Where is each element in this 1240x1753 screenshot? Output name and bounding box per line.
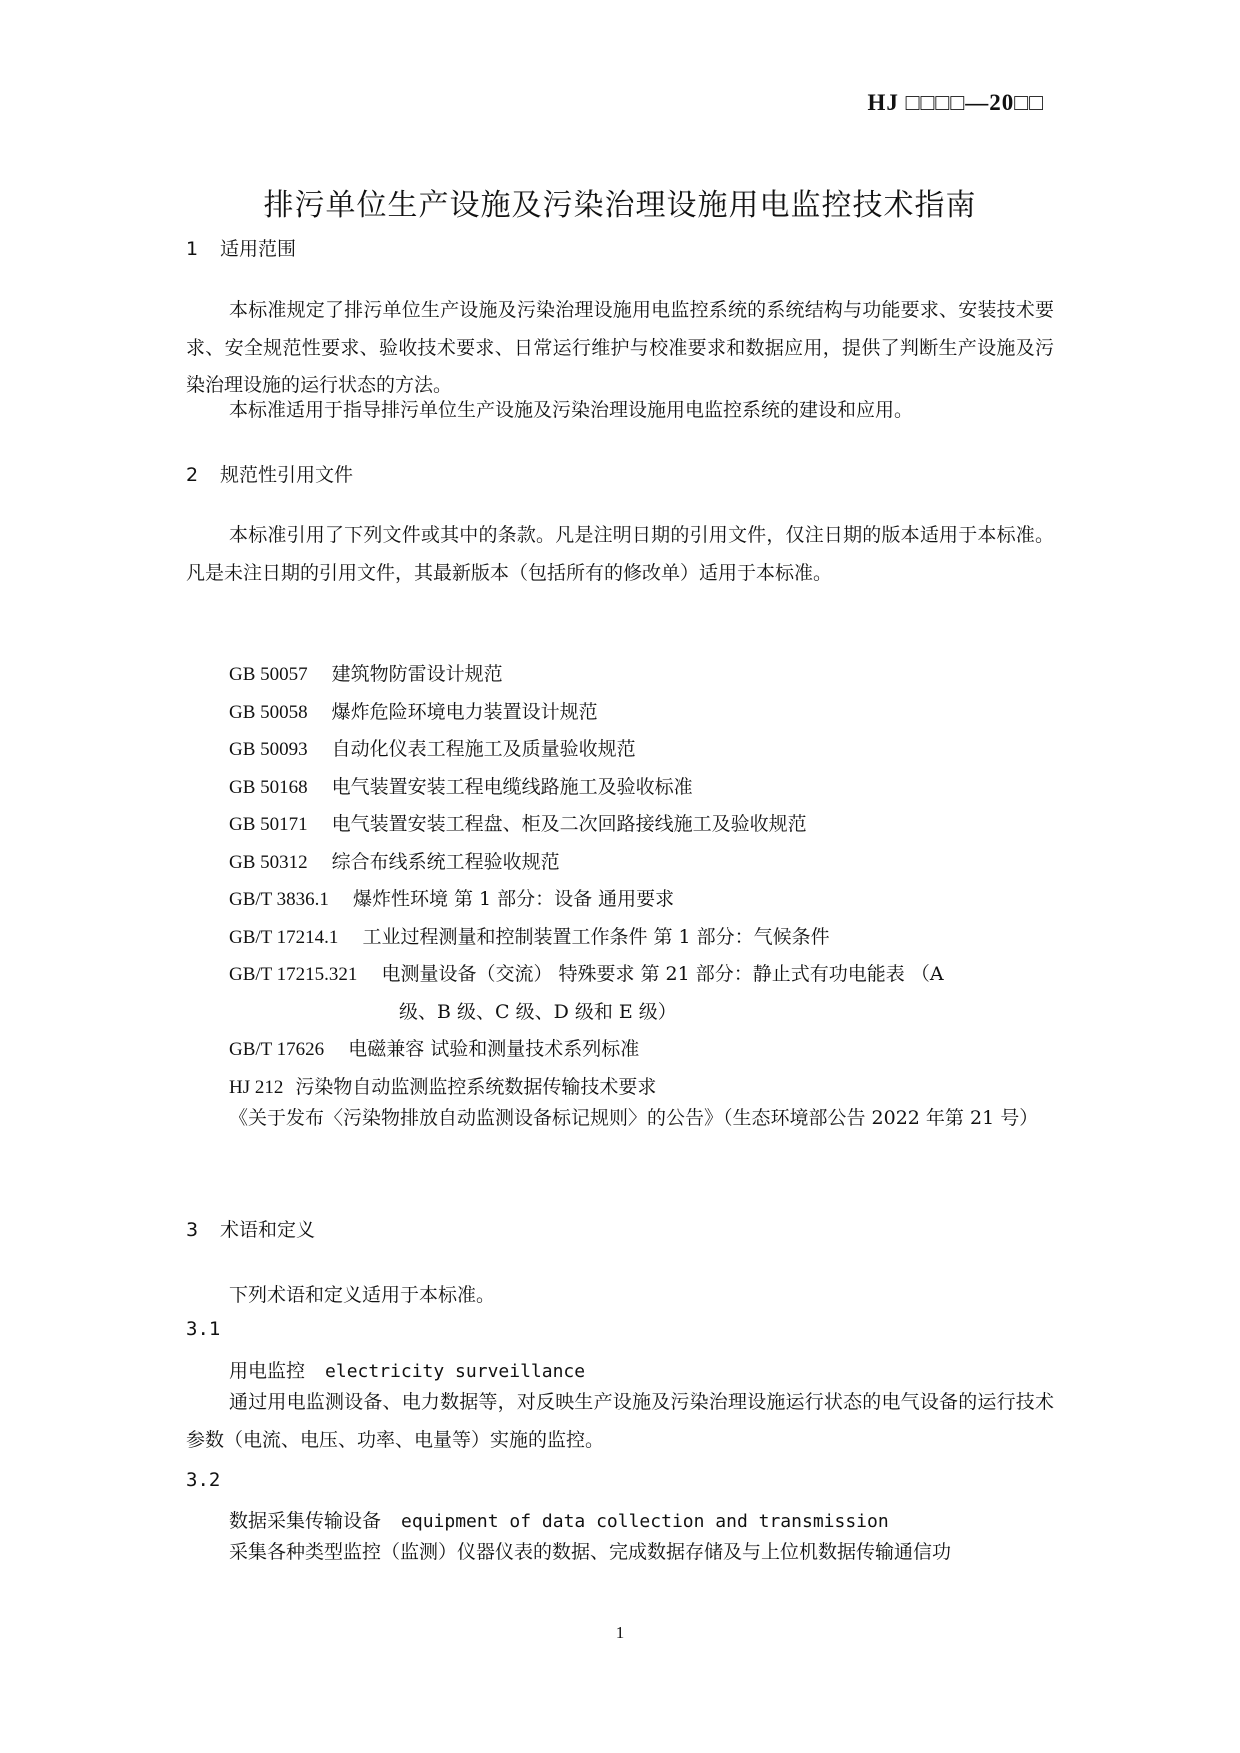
- term-english-name: equipment of data collection and transmission: [401, 1511, 889, 1532]
- reference-title: 自动化仪表工程施工及质量验收规范: [331, 738, 636, 760]
- reference-code: GB/T 3836.1: [229, 889, 329, 910]
- term-chinese-name: 数据采集传输设备: [229, 1510, 382, 1532]
- section-2-intro: 本标准引用了下列文件或其中的条款。凡是注明日期的引用文件，仅注日期的版本适用于本标准。凡是未注日期的引用文件，其最新版本（包括所有的修改单）适用于本标准。: [186, 524, 1054, 584]
- reference-title: 爆炸性环境 第 1 部分：设备 通用要求: [352, 888, 675, 910]
- term-english-name: electricity surveillance: [325, 1361, 586, 1382]
- reference-code: GB 50168: [229, 777, 308, 798]
- section-number: 3: [186, 1219, 199, 1241]
- reference-title: 污染物自动监测监控系统数据传输技术要求: [295, 1076, 657, 1098]
- term-heading: [229, 1356, 585, 1383]
- term-definition: 采集各种类型监控（监测）仪器仪表的数据、完成数据存储及与上位机数据传输通信功: [229, 1541, 952, 1563]
- reference-item: [229, 1072, 656, 1099]
- term-heading: [229, 1506, 889, 1533]
- reference-item: [229, 884, 674, 911]
- reference-title: 电测量设备（交流） 特殊要求 第 21 部分：静止式有功电能表 （A: [381, 963, 944, 985]
- reference-item: [229, 1034, 639, 1061]
- section-number: 2: [186, 464, 199, 486]
- reference-title: 综合布线系统工程验收规范: [331, 851, 560, 873]
- section-title: 术语和定义: [220, 1219, 316, 1241]
- section-1-paragraph-1: 本标准规定了排污单位生产设施及污染治理设施用电监控系统的系统结构与功能要求、安装技术要求、安全规范性要求、验收技术要求、日常运行维护与校准要求和数据应用，提供了判断生产设施及污染治理设施的运行状态的方法。: [186, 299, 1054, 396]
- term-number: 3.1: [186, 1318, 221, 1340]
- term-chinese-name: 用电监控: [229, 1360, 306, 1382]
- reference-item: [229, 697, 598, 724]
- reference-title-continuation: 级、B 级、C 级、D 级和 E 级）: [399, 1001, 677, 1023]
- reference-title: 电磁兼容 试验和测量技术系列标准: [348, 1038, 640, 1060]
- section-2-heading: [186, 460, 353, 487]
- reference-code: GB 50093: [229, 739, 308, 760]
- reference-title: 电气装置安装工程电缆线路施工及验收标准: [331, 776, 693, 798]
- reference-code: GB 50057: [229, 664, 308, 685]
- reference-code: GB/T 17215.321: [229, 964, 358, 985]
- section-3-heading: [186, 1215, 315, 1242]
- reference-code: GB/T 17626: [229, 1039, 325, 1060]
- reference-code: HJ 212: [229, 1077, 284, 1098]
- section-title: 适用范围: [220, 238, 297, 260]
- reference-item: [229, 734, 636, 761]
- reference-notice: 《关于发布〈污染物排放自动监测设备标记规则〉的公告》（生态环境部公告 2022 年第 21 号）: [229, 1107, 1039, 1129]
- reference-item: [229, 922, 830, 949]
- reference-title: 建筑物防雷设计规范: [331, 663, 503, 685]
- reference-title: 工业过程测量和控制装置工作条件 第 1 部分：气候条件: [362, 926, 830, 948]
- reference-item: [229, 959, 944, 986]
- reference-item: [229, 772, 693, 799]
- term-number: 3.2: [186, 1469, 221, 1491]
- reference-code: GB 50058: [229, 702, 308, 723]
- section-3-intro: 下列术语和定义适用于本标准。: [229, 1284, 496, 1306]
- reference-code: GB 50312: [229, 852, 308, 873]
- reference-item: [229, 659, 503, 686]
- reference-item: [229, 809, 807, 836]
- reference-title: 爆炸危险环境电力装置设计规范: [331, 701, 598, 723]
- standard-code: HJ □□□□—20□□: [867, 90, 1044, 115]
- reference-code: GB/T 17214.1: [229, 927, 339, 948]
- reference-code: GB 50171: [229, 814, 308, 835]
- page-number: 1: [615, 1623, 625, 1642]
- section-title: 规范性引用文件: [220, 464, 354, 486]
- section-1-heading: [186, 234, 296, 261]
- reference-item: [229, 847, 560, 874]
- reference-title: 电气装置安装工程盘、柜及二次回路接线施工及验收规范: [331, 813, 807, 835]
- section-number: 1: [186, 238, 199, 260]
- section-1-paragraph-2: 本标准适用于指导排污单位生产设施及污染治理设施用电监控系统的建设和应用。: [229, 399, 914, 421]
- term-definition: 通过用电监测设备、电力数据等，对反映生产设施及污染治理设施运行状态的电气设备的运行技术参数（电流、电压、功率、电量等）实施的监控。: [186, 1391, 1054, 1451]
- document-title: 排污单位生产设施及污染治理设施用电监控技术指南: [263, 188, 977, 223]
